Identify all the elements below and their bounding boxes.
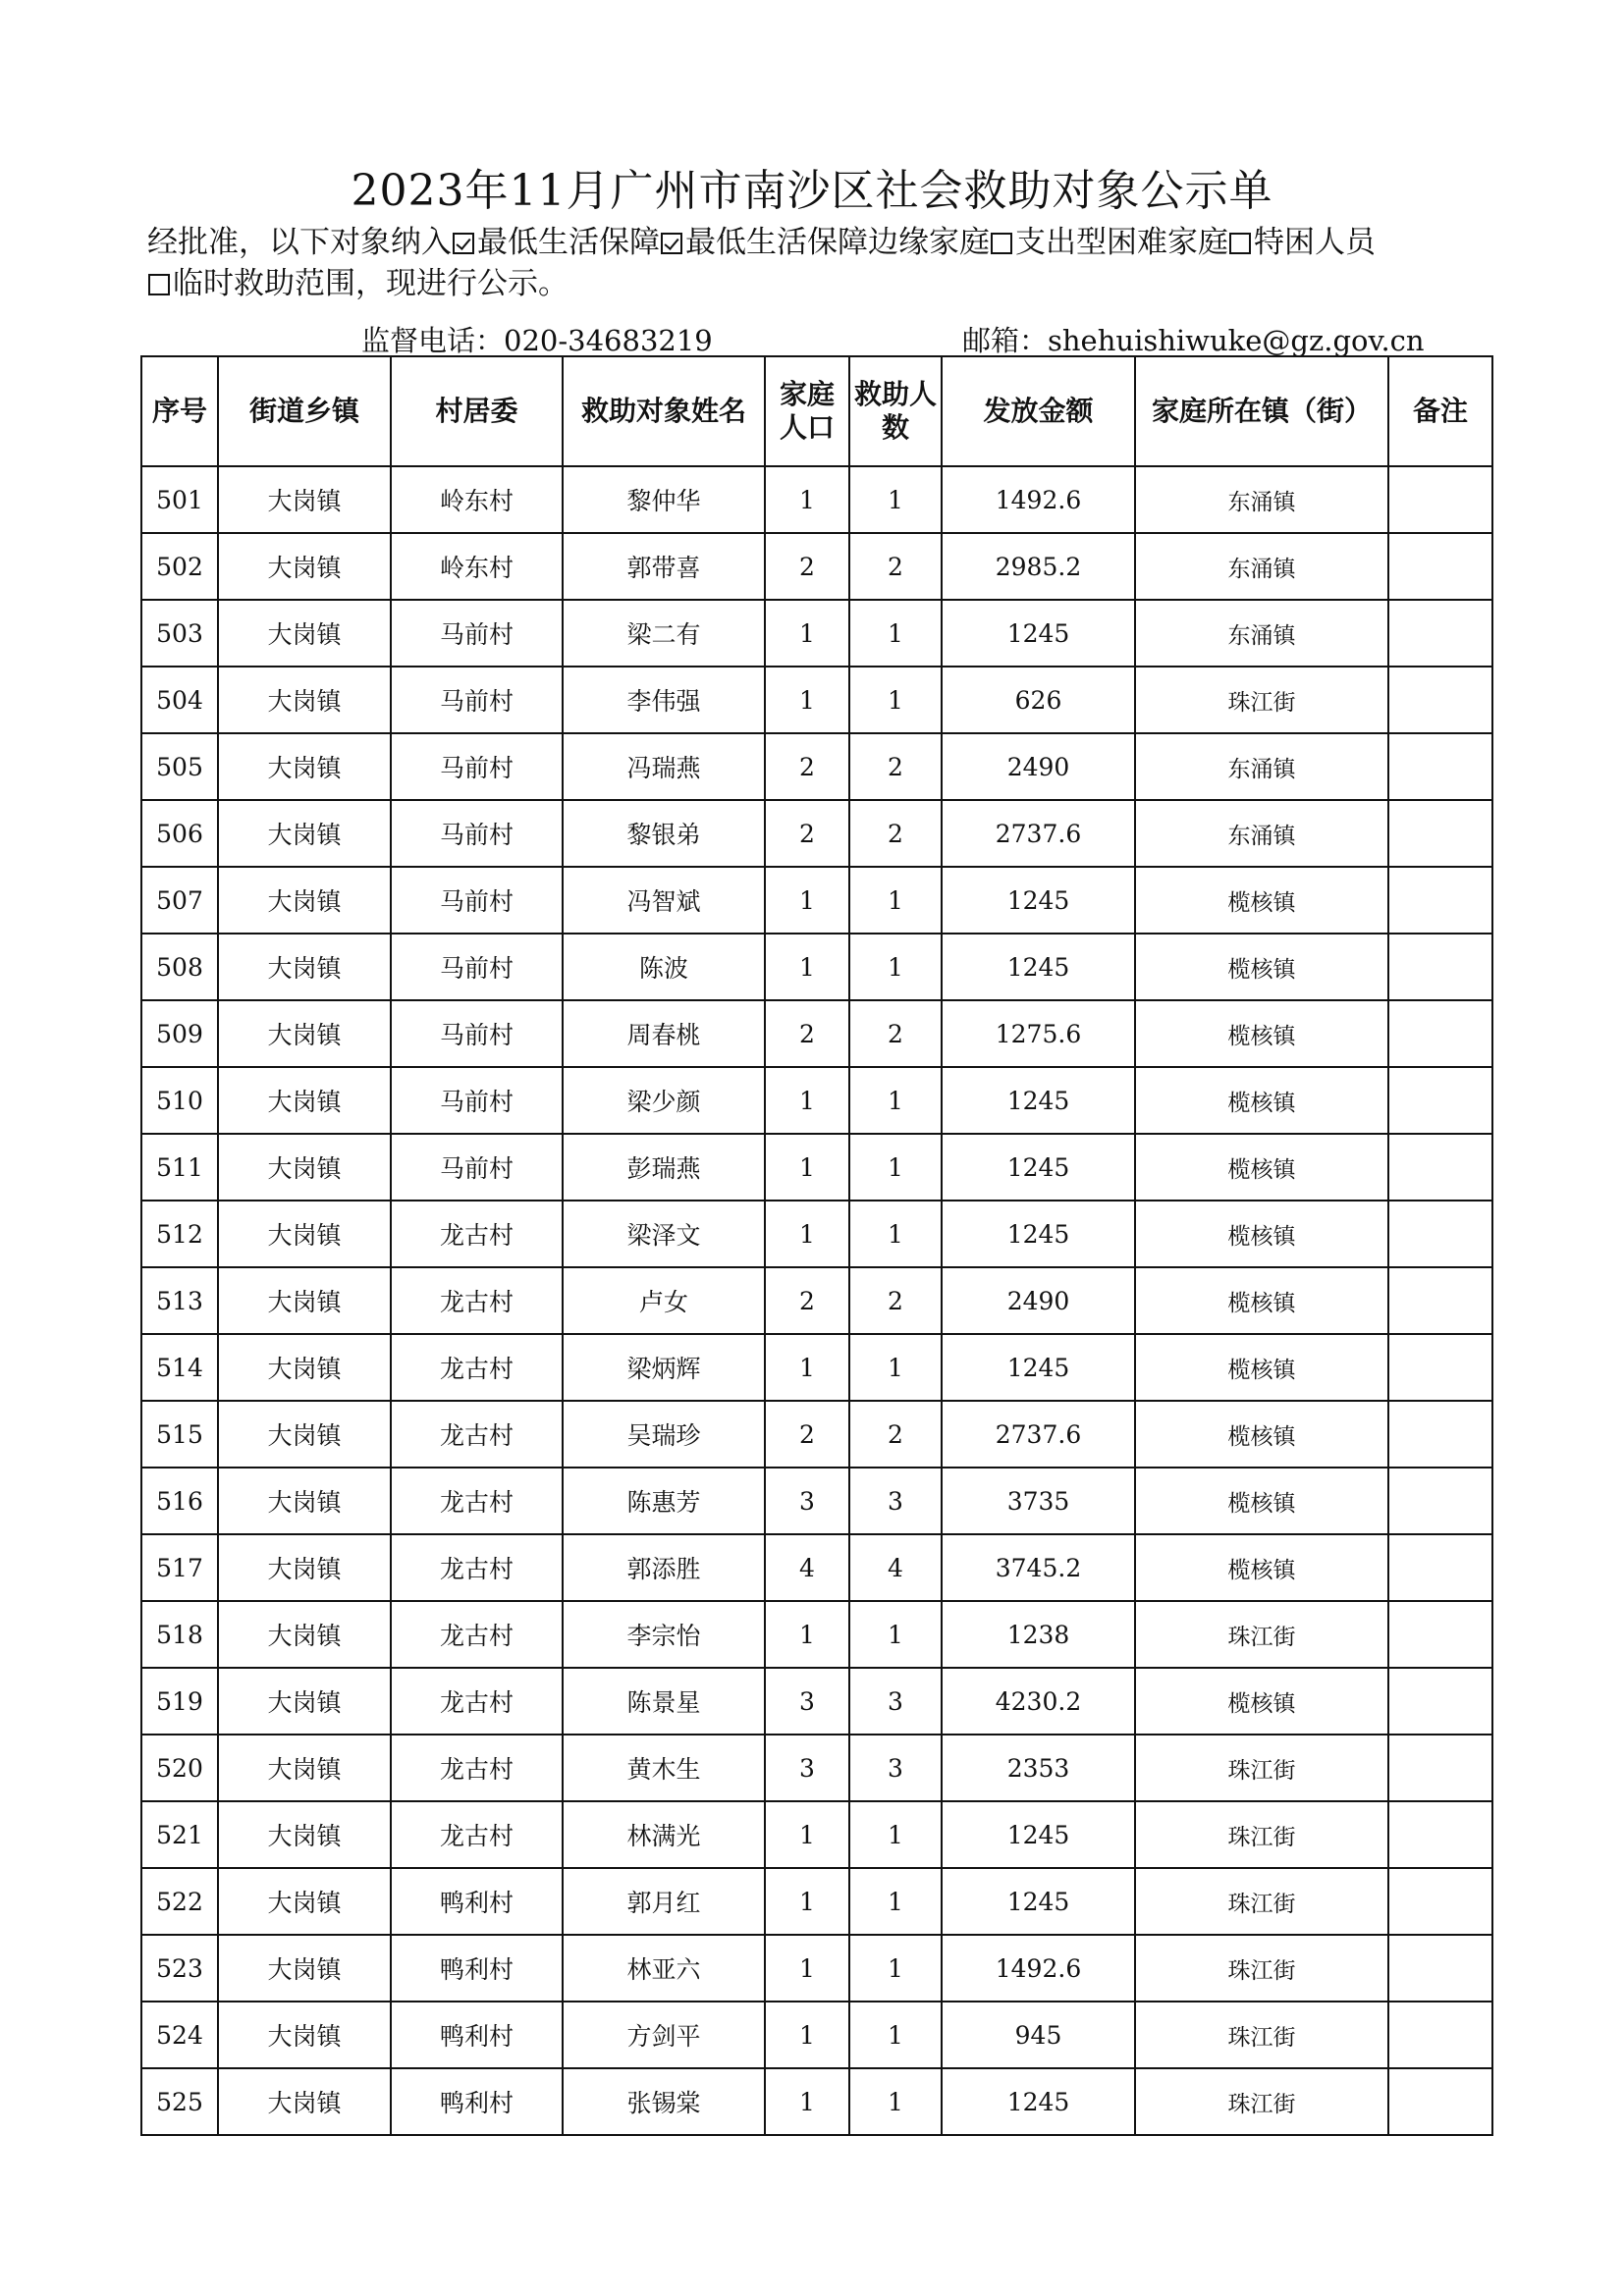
checkbox-icon [1229,233,1251,254]
cell-aided-count: 1 [849,1801,942,1868]
cell-name: 郭月红 [563,1868,765,1935]
cell-town: 珠江街 [1135,2068,1388,2135]
cell-note [1388,1868,1492,1935]
table-row [141,800,1492,867]
cell-town: 珠江街 [1135,1601,1388,1668]
header-street: 街道乡镇 [218,356,391,466]
checkbox-icon [661,233,682,254]
cell-village: 龙古村 [391,1334,563,1401]
cell-family-size: 1 [765,1868,849,1935]
cell-amount: 1245 [942,867,1135,934]
cell-amount: 3745.2 [942,1534,1135,1601]
cell-amount: 1492.6 [942,1935,1135,2002]
cell-street: 大岗镇 [218,1668,391,1735]
cell-amount: 1245 [942,1201,1135,1267]
checkbox-icon [453,233,474,254]
cell-village: 鸭利村 [391,2068,563,2135]
table-header-row [141,356,1492,466]
cell-street: 大岗镇 [218,1201,391,1267]
cell-family-size: 1 [765,600,849,667]
cell-amount: 1245 [942,1134,1135,1201]
cell-family-size: 2 [765,733,849,800]
cell-street: 大岗镇 [218,1534,391,1601]
cell-note [1388,1334,1492,1401]
table-row [141,1534,1492,1601]
cell-aided-count: 1 [849,2002,942,2068]
cell-aided-count: 3 [849,1468,942,1534]
cell-note [1388,2068,1492,2135]
cell-aided-count: 2 [849,533,942,600]
cell-amount: 1245 [942,934,1135,1000]
cell-seq: 517 [141,1534,218,1601]
cell-amount: 2353 [942,1735,1135,1801]
table-row [141,1801,1492,1868]
cell-aided-count: 1 [849,1067,942,1134]
cell-name: 张锡棠 [563,2068,765,2135]
cell-seq: 514 [141,1334,218,1401]
cell-seq: 519 [141,1668,218,1735]
cell-family-size: 2 [765,1000,849,1067]
cell-family-size: 1 [765,1601,849,1668]
cell-street: 大岗镇 [218,1735,391,1801]
cell-town: 榄核镇 [1135,1668,1388,1735]
cell-family-size: 1 [765,466,849,533]
cell-name: 方剑平 [563,2002,765,2068]
table-row [141,1468,1492,1534]
cell-note [1388,1668,1492,1735]
cell-name: 黎仲华 [563,466,765,533]
cell-village: 鸭利村 [391,2002,563,2068]
cell-family-size: 1 [765,867,849,934]
cell-town: 珠江街 [1135,667,1388,733]
cell-family-size: 2 [765,800,849,867]
cell-family-size: 3 [765,1668,849,1735]
cell-village: 岭东村 [391,533,563,600]
table-row [141,1067,1492,1134]
cell-aided-count: 2 [849,1000,942,1067]
cell-amount: 2490 [942,1267,1135,1334]
cell-aided-count: 1 [849,667,942,733]
cell-village: 龙古村 [391,1401,563,1468]
cell-note [1388,600,1492,667]
cell-town: 东涌镇 [1135,600,1388,667]
cell-family-size: 2 [765,533,849,600]
cell-street: 大岗镇 [218,800,391,867]
cell-note [1388,1935,1492,2002]
table-row [141,934,1492,1000]
header-note: 备注 [1388,356,1492,466]
cell-street: 大岗镇 [218,466,391,533]
cell-note [1388,800,1492,867]
checkbox-icon [148,274,170,295]
table-row [141,1868,1492,1935]
cell-name: 周春桃 [563,1000,765,1067]
cell-aided-count: 3 [849,1735,942,1801]
cell-town: 榄核镇 [1135,1134,1388,1201]
cell-town: 珠江街 [1135,1801,1388,1868]
cell-aided-count: 1 [849,1935,942,2002]
cell-amount: 1245 [942,1868,1135,1935]
cell-name: 林满光 [563,1801,765,1868]
table-row [141,533,1492,600]
cell-name: 郭添胜 [563,1534,765,1601]
cell-village: 马前村 [391,1134,563,1201]
cell-note [1388,533,1492,600]
cell-village: 马前村 [391,934,563,1000]
cell-aided-count: 1 [849,1134,942,1201]
cell-village: 马前村 [391,1067,563,1134]
table-row [141,2068,1492,2135]
cell-seq: 521 [141,1801,218,1868]
cell-seq: 525 [141,2068,218,2135]
option-label: 最低生活保障边缘家庭 [685,225,990,260]
cell-family-size: 1 [765,2068,849,2135]
cell-amount: 1492.6 [942,466,1135,533]
cell-amount: 626 [942,667,1135,733]
table-row [141,1000,1492,1067]
cell-seq: 501 [141,466,218,533]
checkbox-icon [991,233,1012,254]
cell-town: 榄核镇 [1135,1401,1388,1468]
cell-town: 榄核镇 [1135,1201,1388,1267]
cell-street: 大岗镇 [218,533,391,600]
cell-amount: 1245 [942,1801,1135,1868]
cell-town: 榄核镇 [1135,1000,1388,1067]
table-row [141,466,1492,533]
cell-note [1388,1134,1492,1201]
cell-aided-count: 1 [849,934,942,1000]
cell-name: 黎银弟 [563,800,765,867]
cell-street: 大岗镇 [218,1334,391,1401]
cell-note [1388,1067,1492,1134]
cell-amount: 1245 [942,2068,1135,2135]
cell-street: 大岗镇 [218,1801,391,1868]
cell-town: 珠江街 [1135,2002,1388,2068]
cell-street: 大岗镇 [218,600,391,667]
table-row [141,733,1492,800]
cell-note [1388,667,1492,733]
cell-street: 大岗镇 [218,867,391,934]
cell-village: 龙古村 [391,1468,563,1534]
cell-street: 大岗镇 [218,1267,391,1334]
cell-seq: 509 [141,1000,218,1067]
cell-village: 马前村 [391,1000,563,1067]
cell-name: 陈惠芳 [563,1468,765,1534]
cell-name: 彭瑞燕 [563,1134,765,1201]
cell-street: 大岗镇 [218,1134,391,1201]
cell-note [1388,1401,1492,1468]
option-label: 最低生活保障 [477,225,660,260]
cell-name: 梁少颜 [563,1067,765,1134]
cell-family-size: 2 [765,1401,849,1468]
cell-aided-count: 3 [849,1668,942,1735]
table-row [141,1735,1492,1801]
cell-street: 大岗镇 [218,1468,391,1534]
cell-family-size: 1 [765,667,849,733]
cell-seq: 506 [141,800,218,867]
cell-seq: 504 [141,667,218,733]
cell-aided-count: 1 [849,2068,942,2135]
cell-name: 吴瑞珍 [563,1401,765,1468]
cell-name: 梁泽文 [563,1201,765,1267]
recipients-table [140,355,1493,2136]
cell-street: 大岗镇 [218,1000,391,1067]
cell-street: 大岗镇 [218,733,391,800]
cell-seq: 520 [141,1735,218,1801]
cell-family-size: 4 [765,1534,849,1601]
cell-village: 马前村 [391,600,563,667]
cell-note [1388,1735,1492,1801]
cell-family-size: 1 [765,1067,849,1134]
table-row [141,1401,1492,1468]
header-family-line2: 人口 [779,411,835,444]
cell-aided-count: 2 [849,800,942,867]
cell-name: 冯智斌 [563,867,765,934]
cell-aided-count: 1 [849,867,942,934]
cell-aided-count: 1 [849,1334,942,1401]
cell-name: 陈景星 [563,1668,765,1735]
header-name: 救助对象姓名 [563,356,765,466]
cell-family-size: 1 [765,1935,849,2002]
cell-note [1388,2002,1492,2068]
cell-seq: 524 [141,2002,218,2068]
cell-note [1388,1000,1492,1067]
cell-aided-count: 4 [849,1534,942,1601]
table-row [141,1334,1492,1401]
cell-aided-count: 1 [849,600,942,667]
option-label: 特困人员 [1254,225,1376,260]
cell-village: 龙古村 [391,1534,563,1601]
cell-seq: 512 [141,1201,218,1267]
cell-town: 榄核镇 [1135,1267,1388,1334]
cell-aided-count: 2 [849,1401,942,1468]
cell-town: 东涌镇 [1135,533,1388,600]
cell-family-size: 3 [765,1468,849,1534]
header-aided-line2: 数 [881,411,909,444]
cell-note [1388,466,1492,533]
cell-seq: 513 [141,1267,218,1334]
cell-town: 东涌镇 [1135,733,1388,800]
cell-village: 岭东村 [391,466,563,533]
table-row [141,1134,1492,1201]
cell-town: 珠江街 [1135,1868,1388,1935]
cell-note [1388,1201,1492,1267]
page-title: 2023年11月广州市南沙区社会救助对象公示单 [351,166,1273,216]
cell-town: 榄核镇 [1135,1067,1388,1134]
cell-note [1388,1801,1492,1868]
cell-name: 卢女 [563,1267,765,1334]
cell-name: 黄木生 [563,1735,765,1801]
cell-town: 东涌镇 [1135,800,1388,867]
cell-village: 鸭利村 [391,1868,563,1935]
cell-village: 龙古村 [391,1801,563,1868]
cell-note [1388,1468,1492,1534]
table-row [141,1935,1492,2002]
header-amount: 发放金额 [942,356,1135,466]
cell-town: 榄核镇 [1135,1334,1388,1401]
cell-family-size: 3 [765,1735,849,1801]
cell-town: 珠江街 [1135,1935,1388,2002]
cell-street: 大岗镇 [218,1401,391,1468]
cell-family-size: 1 [765,934,849,1000]
cell-note [1388,733,1492,800]
cell-village: 龙古村 [391,1201,563,1267]
cell-village: 马前村 [391,800,563,867]
cell-name: 冯瑞燕 [563,733,765,800]
cell-note [1388,1601,1492,1668]
cell-aided-count: 2 [849,733,942,800]
cell-name: 李伟强 [563,667,765,733]
cell-amount: 1245 [942,600,1135,667]
table-row [141,1668,1492,1735]
cell-village: 马前村 [391,733,563,800]
cell-name: 梁二有 [563,600,765,667]
cell-name: 林亚六 [563,1935,765,2002]
cell-town: 珠江街 [1135,1735,1388,1801]
cell-village: 马前村 [391,867,563,934]
cell-village: 鸭利村 [391,1935,563,2002]
cell-amount: 4230.2 [942,1668,1135,1735]
cell-village: 龙古村 [391,1601,563,1668]
cell-town: 榄核镇 [1135,934,1388,1000]
cell-street: 大岗镇 [218,1868,391,1935]
cell-amount: 2737.6 [942,800,1135,867]
cell-amount: 945 [942,2002,1135,2068]
cell-town: 榄核镇 [1135,1468,1388,1534]
cell-family-size: 1 [765,1801,849,1868]
contact-email: 邮箱：shehuishiwuke@gz.gov.cn [962,324,1425,357]
cell-village: 龙古村 [391,1735,563,1801]
header-aided-line1: 救助人 [853,378,937,410]
cell-seq: 518 [141,1601,218,1668]
cell-aided-count: 2 [849,1267,942,1334]
header-family-size [765,356,849,466]
supervision-phone: 监督电话：020-34683219 [361,324,713,357]
cell-seq: 502 [141,533,218,600]
cell-family-size: 1 [765,2002,849,2068]
table-row [141,867,1492,934]
cell-amount: 3735 [942,1468,1135,1534]
cell-family-size: 1 [765,1201,849,1267]
table-row [141,2002,1492,2068]
cell-seq: 515 [141,1401,218,1468]
cell-aided-count: 1 [849,1868,942,1935]
cell-amount: 1238 [942,1601,1135,1668]
cell-note [1388,1534,1492,1601]
table-row [141,1201,1492,1267]
header-town: 家庭所在镇（街） [1135,356,1388,466]
cell-seq: 505 [141,733,218,800]
header-village: 村居委 [391,356,563,466]
cell-amount: 2490 [942,733,1135,800]
cell-family-size: 1 [765,1134,849,1201]
cell-note [1388,1267,1492,1334]
cell-street: 大岗镇 [218,2002,391,2068]
cell-street: 大岗镇 [218,1935,391,2002]
table-row [141,1267,1492,1334]
table-row [141,1601,1492,1668]
cell-seq: 508 [141,934,218,1000]
cell-street: 大岗镇 [218,1601,391,1668]
option-label: 支出型困难家庭 [1015,225,1228,260]
cell-village: 龙古村 [391,1668,563,1735]
cell-town: 榄核镇 [1135,1534,1388,1601]
cell-amount: 1245 [942,1334,1135,1401]
cell-amount: 2737.6 [942,1401,1135,1468]
cell-street: 大岗镇 [218,934,391,1000]
cell-seq: 507 [141,867,218,934]
cell-name: 陈波 [563,934,765,1000]
cell-family-size: 1 [765,1334,849,1401]
header-aided-count [849,356,942,466]
cell-aided-count: 1 [849,1601,942,1668]
cell-village: 龙古村 [391,1267,563,1334]
cell-aided-count: 1 [849,1201,942,1267]
cell-name: 梁炳辉 [563,1334,765,1401]
option-label: 临时救助范围，现进行公示。 [173,266,568,301]
cell-town: 榄核镇 [1135,867,1388,934]
table-row [141,600,1492,667]
cell-family-size: 2 [765,1267,849,1334]
cell-note [1388,867,1492,934]
cell-seq: 523 [141,1935,218,2002]
table-row [141,667,1492,733]
cell-street: 大岗镇 [218,2068,391,2135]
cell-village: 马前村 [391,667,563,733]
cell-amount: 1275.6 [942,1000,1135,1067]
intro-prefix: 经批准，以下对象纳入 [147,225,452,260]
cell-street: 大岗镇 [218,667,391,733]
cell-aided-count: 1 [849,466,942,533]
header-family-line1: 家庭 [779,378,835,410]
intro-paragraph [147,222,1522,304]
cell-seq: 511 [141,1134,218,1201]
cell-town: 东涌镇 [1135,466,1388,533]
cell-name: 郭带喜 [563,533,765,600]
cell-name: 李宗怡 [563,1601,765,1668]
cell-amount: 1245 [942,1067,1135,1134]
cell-street: 大岗镇 [218,1067,391,1134]
cell-seq: 510 [141,1067,218,1134]
cell-amount: 2985.2 [942,533,1135,600]
cell-seq: 522 [141,1868,218,1935]
header-seq: 序号 [141,356,218,466]
cell-seq: 503 [141,600,218,667]
cell-note [1388,934,1492,1000]
cell-seq: 516 [141,1468,218,1534]
